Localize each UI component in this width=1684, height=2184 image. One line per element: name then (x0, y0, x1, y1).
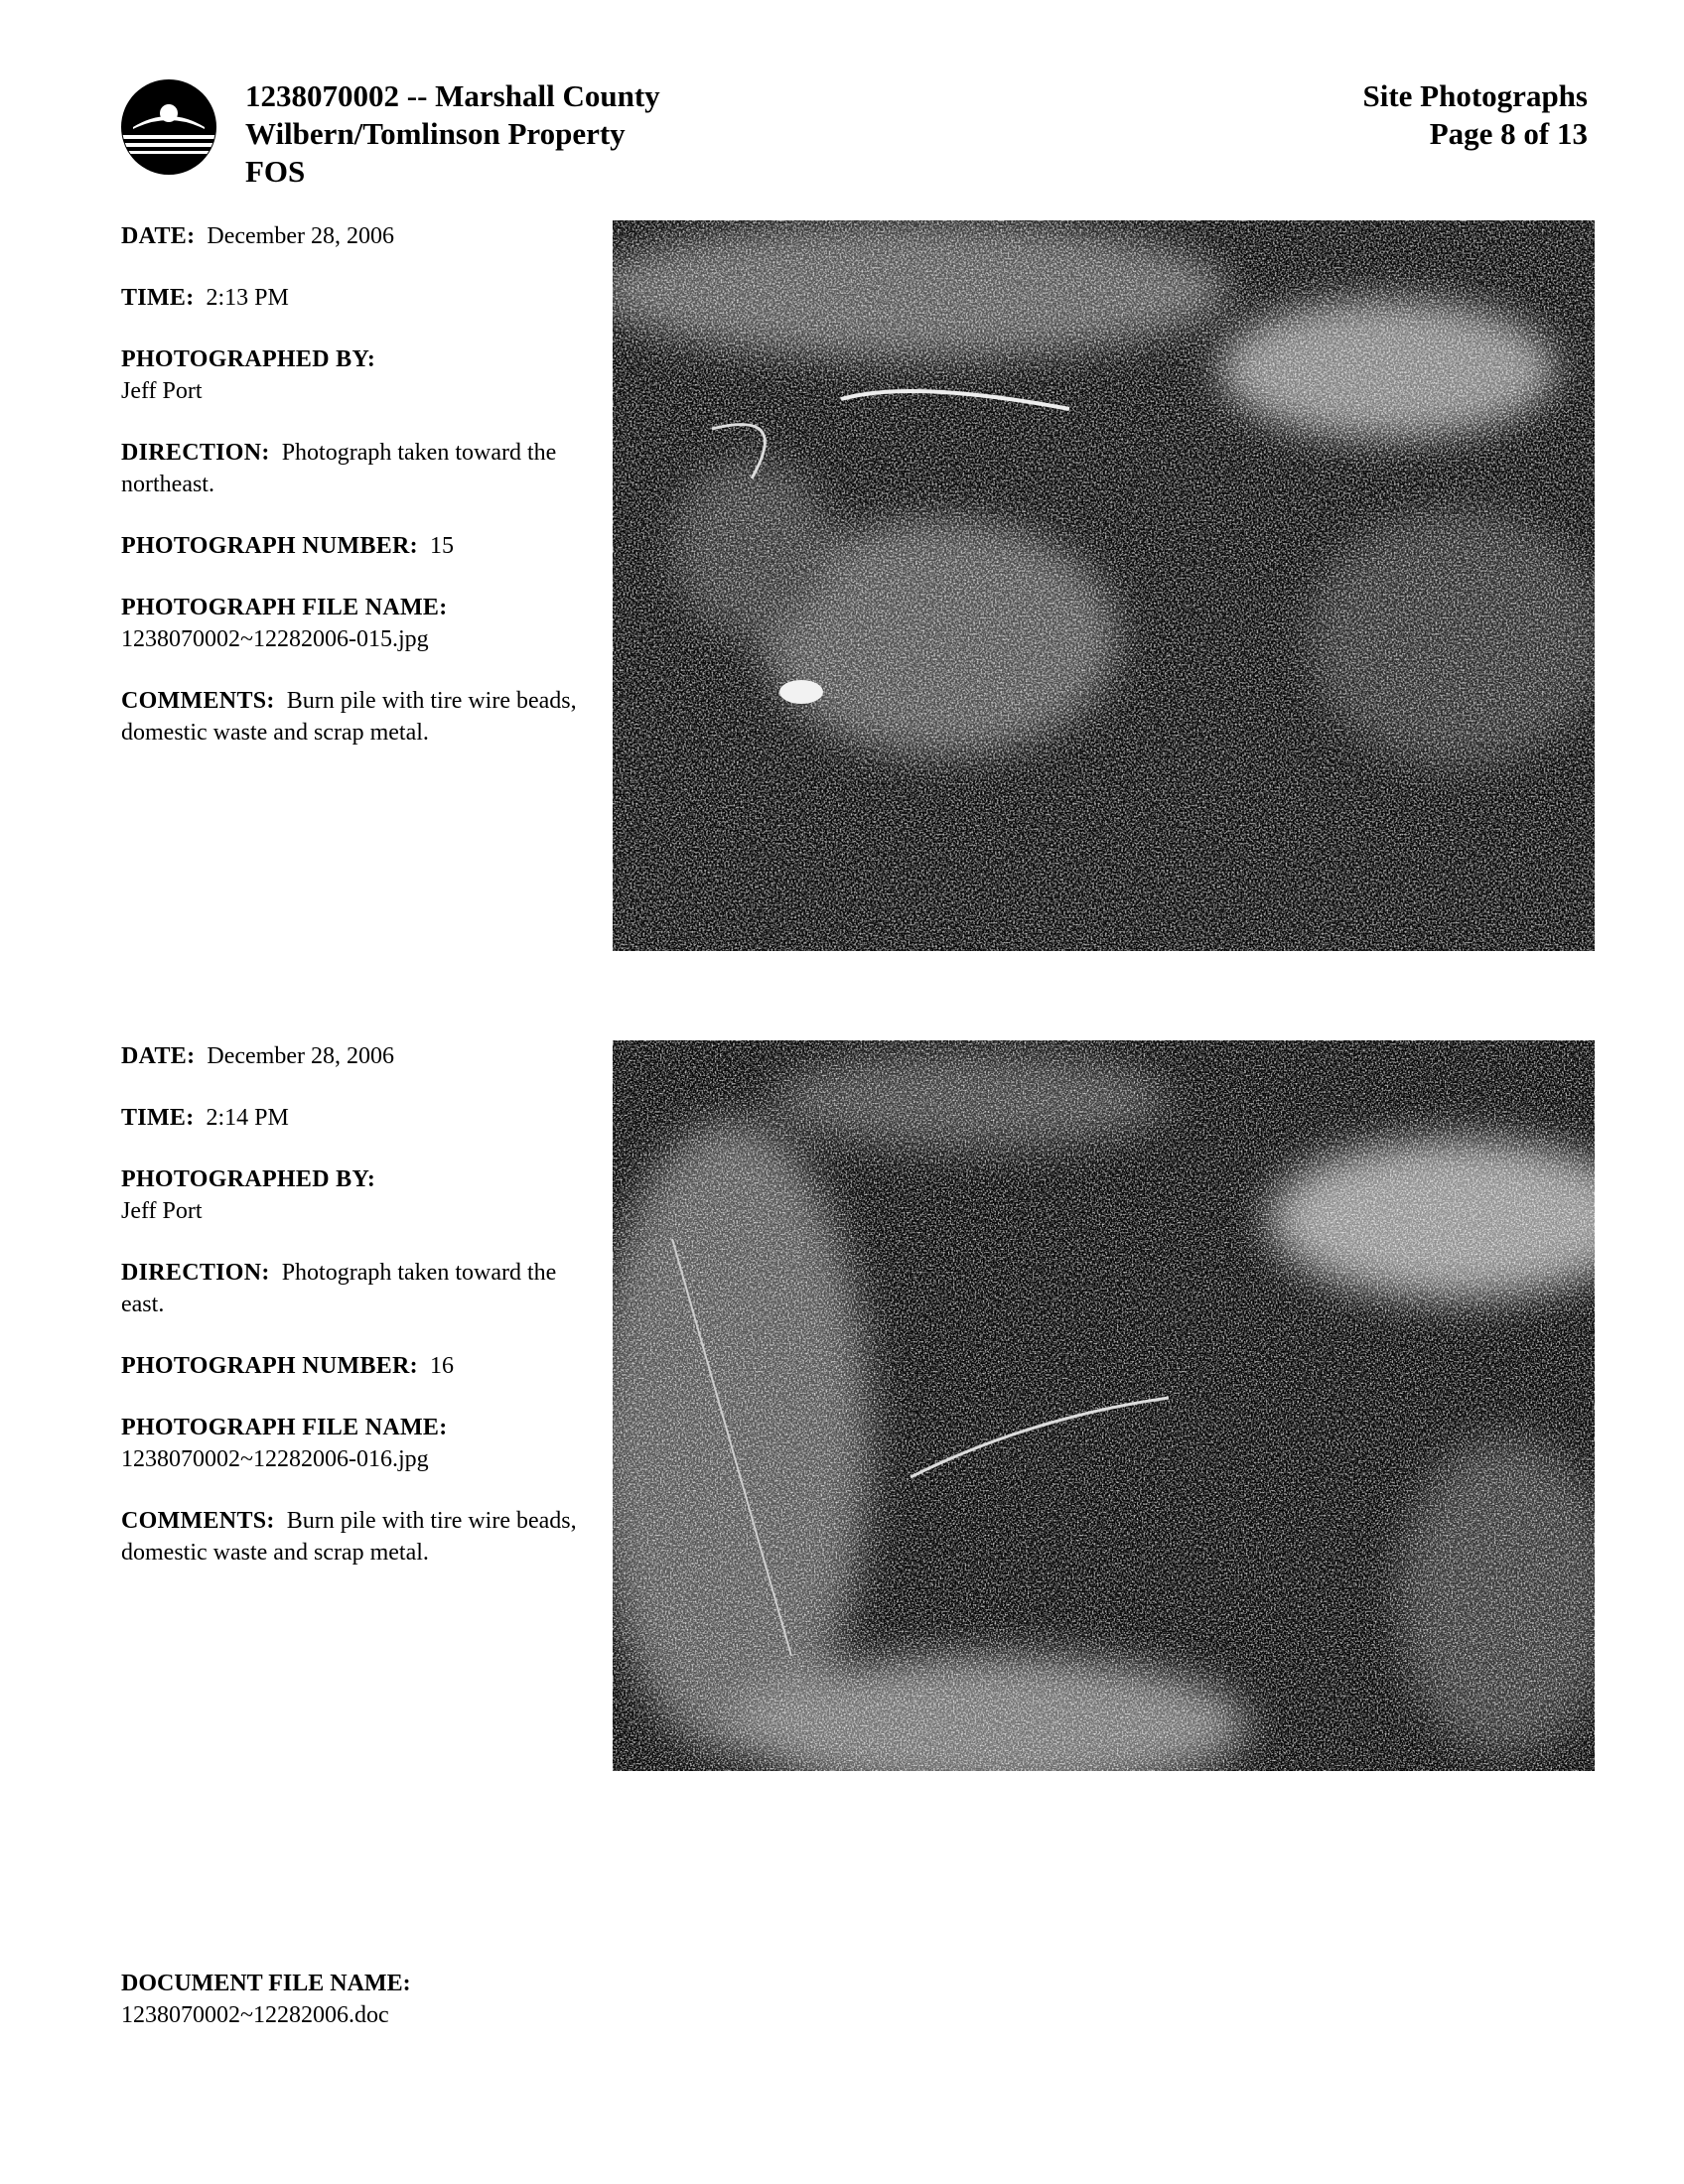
site-photo-16 (613, 1040, 1595, 1771)
time-field: TIME: 2:14 PM (121, 1105, 289, 1131)
date-field: DATE: December 28, 2006 (121, 1043, 394, 1069)
direction-value: Photograph taken toward the east. (121, 1260, 557, 1317)
site-photo-15 (613, 220, 1595, 951)
date-value: December 28, 2006 (207, 223, 394, 249)
photo-entry-16 (121, 1040, 588, 1598)
comments-value: Burn pile with tire wire beads, domestic waste and scrap metal. (121, 688, 577, 746)
comments-field: COMMENTS: Burn pile with tire wire beads, domestic waste and scrap metal. (121, 1508, 577, 1566)
title-line-2: Wilbern/Tomlinson Property (245, 116, 626, 151)
document-file-name-value: 1238070002~12282006.doc (121, 2002, 389, 2028)
file-name-value: 1238070002~12282006-015.jpg (121, 626, 429, 652)
file-name-field: PHOTOGRAPH FILE NAME: 1238070002~12282006-016.jpg (121, 1412, 588, 1475)
direction-field: DIRECTION: Photograph taken toward the east. (121, 1260, 557, 1317)
direction-value: Photograph taken toward the northeast. (121, 440, 557, 497)
time-value: 2:14 PM (206, 1105, 289, 1131)
burn-pile-photo-image (613, 1040, 1595, 1771)
date-value: December 28, 2006 (207, 1043, 394, 1069)
page-number: Page 8 of 13 (1429, 116, 1588, 151)
page-header-right (1363, 77, 1589, 153)
photo-entry-15 (121, 220, 588, 778)
photographer-field: PHOTOGRAPHED BY: Jeff Port (121, 343, 588, 407)
photo-number-field: PHOTOGRAPH NUMBER: 15 (121, 533, 454, 559)
document-file-name: DOCUMENT FILE NAME: 1238070002~12282006.doc (121, 1968, 411, 2031)
photographer-field: PHOTOGRAPHED BY: Jeff Port (121, 1163, 588, 1227)
direction-field: DIRECTION: Photograph taken toward the northeast. (121, 440, 557, 497)
comments-field: COMMENTS: Burn pile with tire wire beads, domestic waste and scrap metal. (121, 688, 577, 746)
title-line-1: 1238070002 -- Marshall County (245, 78, 660, 113)
date-field: DATE: December 28, 2006 (121, 223, 394, 249)
photo-number-value: 15 (429, 533, 454, 559)
file-name-field: PHOTOGRAPH FILE NAME: 1238070002~12282006-015.jpg (121, 592, 588, 655)
photographer-value: Jeff Port (121, 378, 203, 404)
time-field: TIME: 2:13 PM (121, 285, 289, 311)
document-title (245, 77, 660, 191)
time-value: 2:13 PM (206, 285, 289, 311)
photo-number-field: PHOTOGRAPH NUMBER: 16 (121, 1353, 454, 1379)
agency-logo-icon (119, 77, 218, 177)
burn-pile-photo-image (613, 220, 1595, 951)
file-name-value: 1238070002~12282006-016.jpg (121, 1446, 429, 1472)
photographer-value: Jeff Port (121, 1198, 203, 1224)
comments-value: Burn pile with tire wire beads, domestic waste and scrap metal. (121, 1508, 577, 1566)
title-line-3: FOS (245, 154, 306, 189)
section-title: Site Photographs (1362, 78, 1588, 113)
photo-number-value: 16 (429, 1353, 454, 1379)
